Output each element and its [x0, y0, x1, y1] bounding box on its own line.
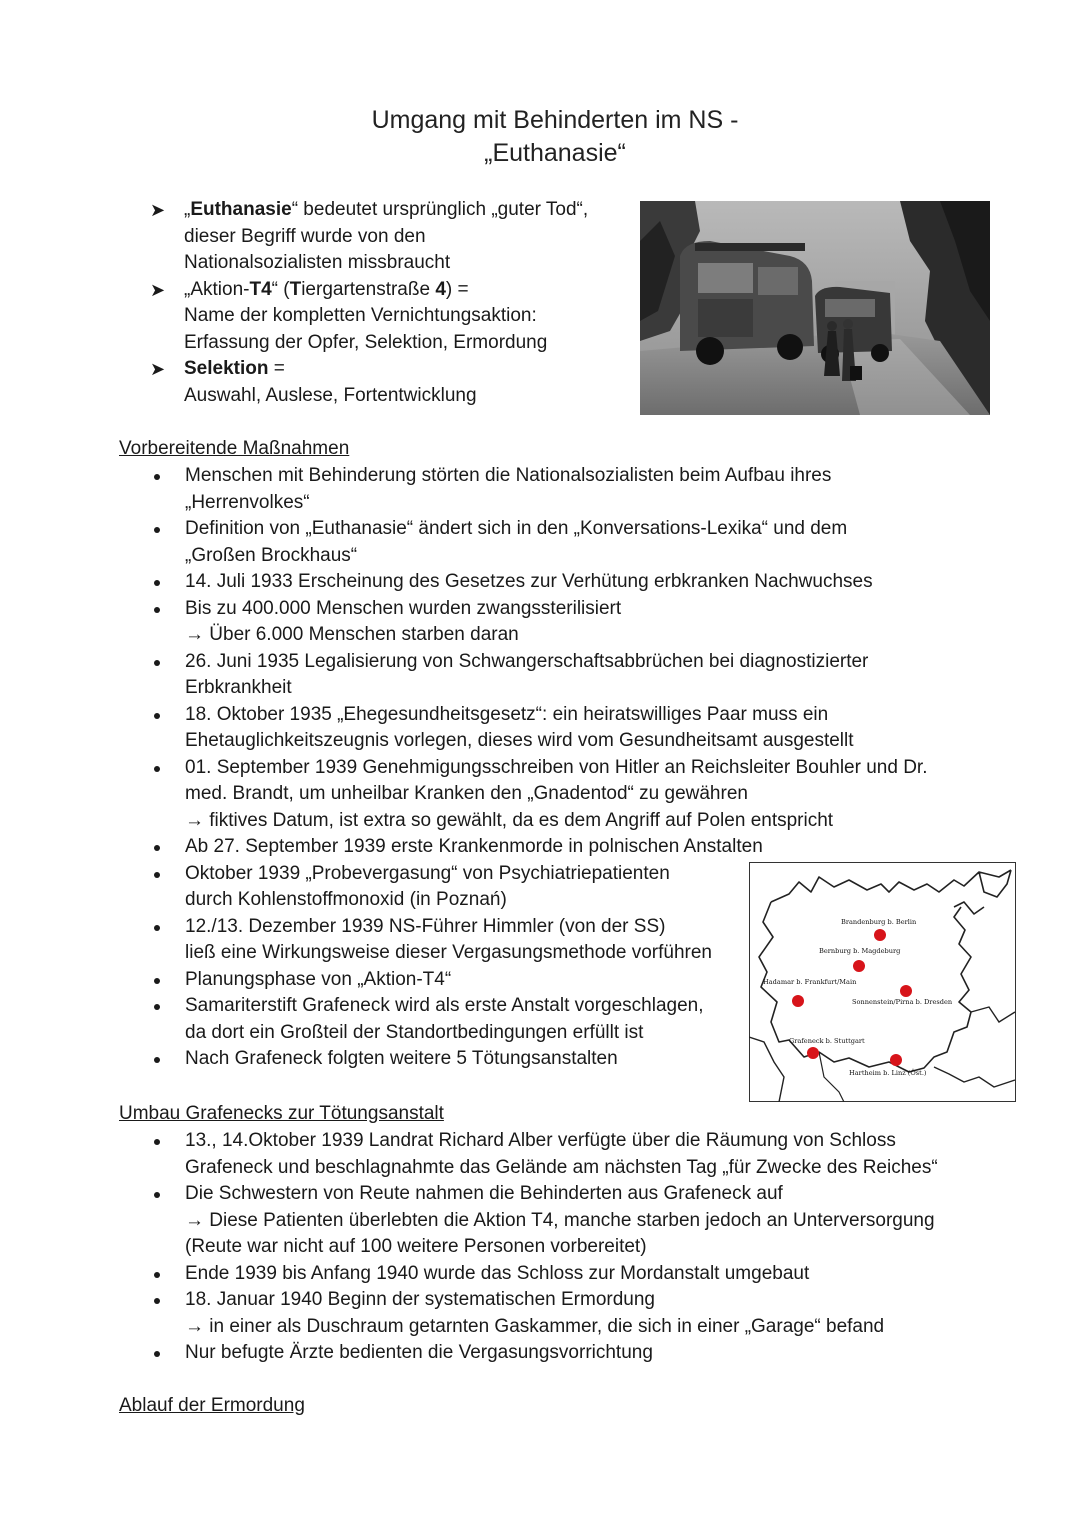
map-label-bernburg: Bernburg b. Magdeburg [819, 947, 901, 955]
bullet-dot-icon [150, 834, 185, 861]
bullet-dot-icon [150, 914, 185, 967]
map-killing-centers [749, 862, 1016, 1102]
intro-item-selektion [150, 356, 630, 409]
list-item-text: Definition von „Euthanasie“ ändert sich in den „Konversations-Lexika“ und dem „Großen Brockhaus“ [185, 518, 848, 566]
map-dot-grafeneck [807, 1047, 819, 1059]
term-selektion: Selektion [184, 358, 269, 379]
text-line: Name der kompletten Vernichtungsaktion: [184, 305, 537, 326]
term-t: T [289, 278, 302, 300]
bullet-dot-icon [150, 755, 185, 835]
text-line: Erfassung der Opfer, Selektion, Ermordung [184, 331, 548, 353]
bullet-dot-icon [150, 1261, 185, 1288]
list-item-text: Bis zu 400.000 Menschen wurden zwangssterilisiert → Über 6.000 Menschen starben daran [185, 597, 622, 645]
list-item-text: Nur befugte Ärzte bedienten die Vergasungsvorrichtung [185, 1342, 653, 1363]
list-item-text: Die Schwestern von Reute nahmen die Behinderten aus Grafeneck auf → Diese Patienten überlebten die Aktion T4, manche starben jedoch an Unterversorgung (Reute war nicht auf 100 weitere Personen vorbereitet) [185, 1183, 935, 1257]
section2-list [150, 1128, 1030, 1367]
term-euthanasie: Euthanasie [190, 199, 292, 220]
bullet-dot-icon [150, 861, 185, 914]
text: “ ( [271, 278, 290, 300]
intro-definitions [150, 197, 630, 409]
list-item [150, 1287, 1030, 1340]
list-item [150, 1340, 1030, 1367]
list-item-text: Samariterstift Grafeneck wird als erste Anstalt vorgeschlagen, da dort ein Großteil der Standortbedingungen erfüllt ist [185, 995, 704, 1043]
map-label-hartheim: Hartheim b. Linz (Öst.) [849, 1069, 927, 1077]
map-dot-bernburg [853, 960, 865, 972]
map-dot-brandenburg [874, 929, 886, 941]
list-item-text: Planungsphase von „Aktion-T4“ [185, 968, 452, 990]
bullet-dot-icon [150, 463, 185, 516]
bullet-dot-icon [150, 1046, 185, 1073]
list-item-text: Nach Grafeneck folgten weitere 5 Tötungsanstalten [185, 1048, 618, 1069]
title-line-2: „Euthanasie“ [484, 139, 626, 167]
section-heading-umbau-grafeneck: Umbau Grafenecks zur Tötungsanstalt [119, 1103, 444, 1124]
list-item [150, 516, 980, 569]
list-item [150, 569, 980, 596]
map-dot-sonnenstein [900, 985, 912, 997]
text: = [268, 358, 285, 379]
list-item [150, 755, 980, 835]
list-item [150, 1128, 1030, 1181]
arrow-bullet-icon: ➤ [150, 279, 166, 300]
bullet-dot-icon [150, 702, 185, 755]
section-heading-ablauf-ermordung: Ablauf der Ermordung [119, 1395, 305, 1416]
map-label-hadamar: Hadamar b. Frankfurt/Main [763, 978, 857, 986]
list-item-text: 13., 14.Oktober 1939 Landrat Richard Alber verfügte über die Räumung von Schloss Grafeneck und beschlagnahmte das Gelände am nächsten Tag „für Zwecke des Reiches“ [185, 1130, 938, 1178]
list-item-text: Ende 1939 bis Anfang 1940 wurde das Schloss zur Mordanstalt umgebaut [185, 1262, 810, 1284]
list-item-text: 01. September 1939 Genehmigungsschreiben von Hitler an Reichsleiter Bouhler und Dr. med. Brandt, um unheilbar Kranken den „Gnadentod“ zu gewähren → fiktives Datum, ist extra so gewählt, da es dem Angriff auf Polen entspricht [185, 756, 928, 831]
map-label-sonnenstein: Sonnenstein/Pirna b. Dresden [852, 998, 953, 1006]
list-item [150, 702, 980, 755]
list-item [150, 596, 980, 649]
text: „Aktion- [184, 278, 250, 300]
list-item-text: 18. Oktober 1935 „Ehegesundheitsgesetz“: ein heiratswilliges Paar muss ein Ehetauglichkeitszeugnis vorlegen, dieses wird vom Gesundheitsamt ausgestellt [185, 703, 854, 751]
term-t4: T4 [249, 278, 272, 300]
bullet-dot-icon [150, 516, 185, 569]
bullet-dot-icon [150, 569, 185, 596]
bullet-dot-icon [150, 1340, 185, 1367]
map-label-grafeneck: Grafeneck b. Stuttgart [789, 1037, 865, 1045]
bullet-dot-icon [150, 993, 185, 1046]
list-item-text: 26. Juni 1935 Legalisierung von Schwangerschaftsabbrüchen bei diagnostizierter Erbkrankheit [185, 650, 869, 698]
section-heading-vorbereitende-massnahmen: Vorbereitende Maßnahmen [119, 438, 350, 459]
list-item-text: 18. Januar 1940 Beginn der systematischen Ermordung → in einer als Duschraum getarnten Gaskammer, die sich in einer „Garage“ befand [185, 1289, 885, 1337]
arrow-bullet-icon: ➤ [150, 200, 166, 220]
bullet-dot-icon [150, 649, 185, 702]
list-item-text: Oktober 1939 „Probevergasung“ von Psychiatriepatienten durch Kohlenstoffmonoxid (in Poznań) [185, 862, 670, 910]
list-item [150, 1181, 1030, 1261]
text: „ [184, 199, 191, 220]
arrow-bullet-icon: ➤ [150, 359, 166, 379]
list-item [150, 834, 980, 861]
text-line: Nationalsozialisten missbraucht [184, 252, 451, 273]
bullet-dot-icon [150, 967, 185, 994]
list-item [150, 649, 980, 702]
term-4: 4 [435, 278, 446, 300]
intro-item-euthanasie [150, 197, 630, 277]
list-item [150, 1261, 1030, 1288]
page-title [0, 104, 1080, 170]
bus-photo [640, 201, 990, 415]
map-dot-hartheim [890, 1054, 902, 1066]
intro-item-aktion-t4 [150, 277, 630, 357]
list-item [150, 463, 980, 516]
title-line-1: Umgang mit Behinderten im NS - [371, 106, 739, 134]
text: iergartenstraße [301, 278, 436, 300]
bullet-dot-icon [150, 1181, 185, 1261]
map-label-brandenburg: Brandenburg b. Berlin [841, 918, 917, 926]
list-item-text: Menschen mit Behinderung störten die Nationalsozialisten beim Aufbau ihres „Herrenvolkes“ [185, 465, 832, 513]
list-item-text: 14. Juli 1933 Erscheinung des Gesetzes zur Verhütung erbkranken Nachwuchses [185, 571, 873, 592]
bullet-dot-icon [150, 1128, 185, 1181]
text: ) = [445, 278, 469, 300]
text-line: dieser Begriff wurde von den [184, 225, 426, 247]
bullet-dot-icon [150, 1287, 185, 1340]
text: “ bedeutet ursprünglich „guter Tod“, [291, 199, 589, 220]
list-item-text: Ab 27. September 1939 erste Krankenmorde in polnischen Anstalten [185, 836, 763, 857]
bullet-dot-icon [150, 596, 185, 649]
text-line: Auswahl, Auslese, Fortentwicklung [184, 384, 477, 406]
map-dot-hadamar [792, 995, 804, 1007]
list-item-text: 12./13. Dezember 1939 NS-Führer Himmler (von der SS) ließ eine Wirkungsweise dieser Vergasungsmethode vorführen [185, 915, 712, 963]
